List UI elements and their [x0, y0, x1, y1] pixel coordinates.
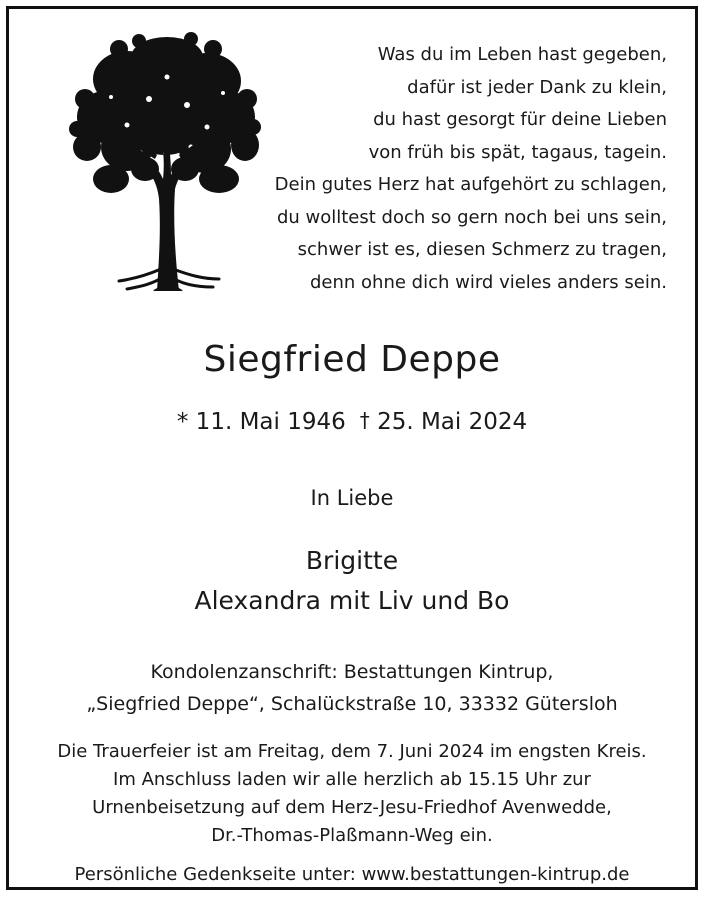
poem-line: dafür ist jeder Dank zu klein, — [407, 76, 667, 98]
life-dates — [9, 408, 695, 435]
condolence-address — [9, 656, 695, 720]
condolence-line: „Siegfried Deppe“, Schalückstraße 10, 33332 Gütersloh — [86, 693, 618, 715]
mourner-line: Brigitte — [305, 546, 399, 575]
memorial-website: Persönliche Gedenkseite unter: www.bestattungen-kintrup.de — [74, 864, 630, 885]
deceased-name: Siegfried Deppe — [203, 339, 501, 380]
service-line: Dr.-Thomas-Plaßmann-Weg ein. — [211, 825, 493, 846]
condolence-line: Kondolenzanschrift: Bestattungen Kintrup, — [150, 661, 554, 683]
service-line: Im Anschluss laden wir alle herzlich ab 15.15 Uhr zur — [113, 769, 591, 790]
mourner-line: Alexandra mit Liv und Bo — [194, 586, 510, 615]
cross-icon: † — [359, 408, 370, 432]
mourners-intro: In Liebe — [310, 486, 394, 510]
mourners-list — [9, 541, 695, 621]
service-line: Die Trauerfeier ist am Freitag, dem 7. Juni 2024 im engsten Kreis. — [57, 741, 647, 762]
poem-line: schwer ist es, diesen Schmerz zu tragen, — [297, 239, 667, 260]
service-info — [9, 738, 695, 850]
poem-line: denn ohne dich wird vieles anders sein. — [310, 271, 667, 293]
service-line: Urnenbeisetzung auf dem Herz-Jesu-Friedhof Avenwedde, — [92, 797, 612, 818]
poem-line: von früh bis spät, tagaus, tagein. — [368, 141, 667, 163]
birth-date: * 11. Mai 1946 — [176, 409, 346, 435]
poem-line: du wolltest doch so gern noch bei uns sein, — [276, 206, 667, 228]
obituary-frame — [6, 6, 698, 890]
poem — [227, 39, 667, 299]
death-date: 25. Mai 2024 — [377, 409, 528, 435]
poem-line: Dein gutes Herz hat aufgehört zu schlagen, — [274, 174, 667, 195]
poem-line: du hast gesorgt für deine Lieben — [373, 109, 667, 130]
poem-line: Was du im Leben hast gegeben, — [377, 44, 667, 65]
